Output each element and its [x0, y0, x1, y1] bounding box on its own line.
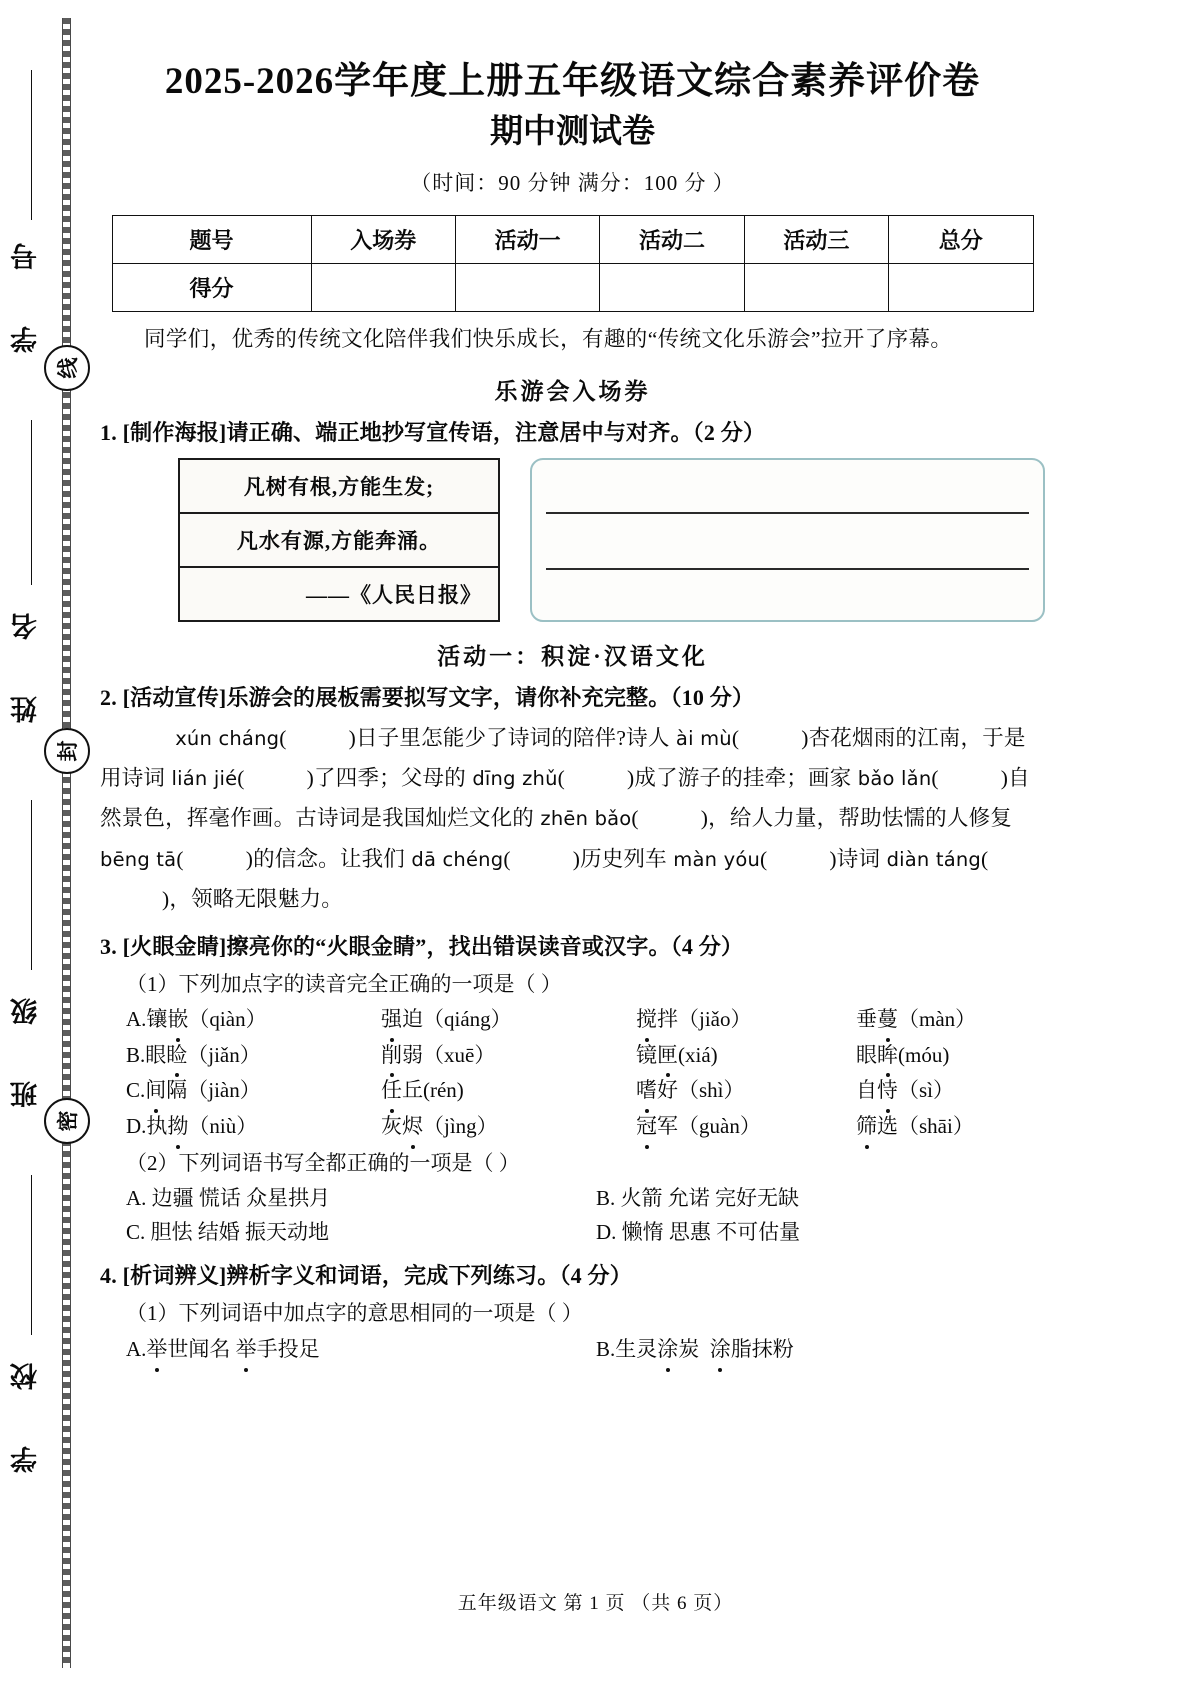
- passage-text: 自然景色，挥毫作画。古诗词是我国灿烂文化的: [100, 765, 1030, 831]
- score-cell-4[interactable]: [744, 264, 888, 312]
- question-1-text: 1. [制作海报]请正确、端正地抄写宣传语，注意居中与对齐。（2 分）: [100, 420, 766, 446]
- handwriting-answer-box[interactable]: [530, 458, 1045, 622]
- pinyin-prompt: diàn táng: [880, 847, 982, 871]
- slogan-box: [178, 458, 500, 622]
- emphasized-char: 嵌: [167, 1003, 188, 1036]
- emphasized-char: 筛: [856, 1110, 877, 1143]
- pinyin: （jiǎo）: [678, 1007, 752, 1032]
- option-item[interactable]: C.间隔（jiàn）: [126, 1074, 381, 1107]
- pinyin: （jiǎn）: [187, 1042, 261, 1067]
- pinyin-prompt: dīng zhǔ: [465, 766, 558, 790]
- option-label: A.: [126, 1007, 147, 1032]
- emphasized-char: 眸: [877, 1039, 898, 1072]
- pinyin: （jìng）: [423, 1113, 498, 1138]
- emphasized-char: 间: [145, 1074, 166, 1107]
- option-item[interactable]: 垂蔓（màn）: [856, 1003, 1056, 1036]
- question-2-passage: [100, 718, 1045, 920]
- pinyin: （niù）: [188, 1113, 258, 1138]
- option-b[interactable]: B. 火箭 允诺 完好无缺: [596, 1186, 800, 1211]
- passage-text: ，给人力量，帮助怯懦的人修复: [708, 806, 1012, 831]
- passage-text: 了四季；父母的: [314, 765, 466, 790]
- emphasized-char: 任: [381, 1074, 402, 1107]
- seal-line-strip: [0, 0, 90, 1684]
- emphasized-char: 搅: [636, 1003, 657, 1036]
- pinyin: (móu): [898, 1042, 950, 1067]
- option-row[interactable]: [100, 1039, 1045, 1072]
- score-header-0: 题号: [112, 216, 311, 264]
- emphasized-char: 冠: [636, 1110, 657, 1143]
- pinyin-prompt: dā chéng: [404, 847, 504, 871]
- answer-blank[interactable]: ( ): [760, 846, 837, 871]
- option-item[interactable]: 强迫（qiáng）: [381, 1003, 636, 1036]
- emphasized-char: 烬: [402, 1110, 423, 1143]
- seal-field-school: 学 校: [11, 1350, 41, 1473]
- option-item[interactable]: 镜匣(xiá): [636, 1039, 856, 1072]
- pinyin: （xuē）: [423, 1042, 496, 1067]
- seal-field-student-id: 学 号: [11, 230, 41, 353]
- score-header-2: 活动一: [455, 216, 599, 264]
- question-4-sub1: （1）下列词语中加点字的意思相同的一项是（ ）: [126, 1301, 583, 1326]
- passage-text: 历史列车: [580, 846, 667, 871]
- question-3-sub2-options: [100, 1181, 1045, 1249]
- pinyin: （jiàn）: [187, 1078, 261, 1103]
- answer-blank[interactable]: ( ): [557, 765, 635, 790]
- pinyin-prompt: bǎo lǎn: [851, 766, 932, 790]
- page-subtitle: 期中测试卷: [490, 114, 655, 151]
- emphasized-char: 强: [381, 1003, 402, 1036]
- pinyin: （qiàn）: [188, 1007, 267, 1032]
- emphasized-char: 举: [146, 1332, 167, 1366]
- answer-blank[interactable]: ( ): [631, 806, 709, 831]
- emphasized-char: 恃: [877, 1074, 898, 1107]
- score-cell-5[interactable]: [889, 264, 1033, 312]
- passage-text: 日子里怎能少了诗词的陪伴?诗人: [355, 725, 670, 750]
- seal-rule-4: [31, 1175, 32, 1335]
- option-item[interactable]: 削弱（xuē）: [381, 1039, 636, 1072]
- pinyin: （sì）: [898, 1078, 955, 1103]
- pinyin-prompt: xún cháng: [156, 726, 280, 750]
- answer-blank[interactable]: ( ): [279, 725, 356, 750]
- pinyin: （màn）: [898, 1007, 977, 1032]
- table-row-scores: [112, 264, 1033, 312]
- emphasized-char: 涂: [710, 1332, 731, 1366]
- seal-badge-xian-icon: 线: [44, 345, 90, 391]
- pinyin-prompt: bēng tā: [100, 847, 177, 871]
- score-cell-2[interactable]: [455, 264, 599, 312]
- score-header-3: 活动二: [600, 216, 744, 264]
- emphasized-char: 睑: [166, 1039, 187, 1072]
- score-table: [112, 215, 1034, 312]
- passage-text: 成了游子的挂牵；画家: [634, 765, 852, 790]
- option-item[interactable]: 眼眸(móu): [856, 1039, 1056, 1072]
- emphasized-char: 蔓: [877, 1003, 898, 1036]
- seal-badge-mi-icon: 密: [44, 1098, 90, 1144]
- option-row[interactable]: [100, 1110, 1045, 1143]
- seal-rule-2: [31, 420, 32, 585]
- question-4-text: 4. [析词辨义]辨析字义和词语，完成下列练习。（4 分）: [100, 1263, 632, 1289]
- slogan-source: ——《人民日报》: [306, 583, 482, 608]
- pinyin-prompt: lián jié: [165, 766, 238, 790]
- emphasized-char: 涂: [657, 1332, 678, 1366]
- pinyin-prompt: zhēn bǎo: [534, 807, 632, 831]
- exam-page: [100, 0, 1045, 1366]
- section-activity1-title: 活动一：积淀·汉语文化: [437, 644, 708, 670]
- option-item[interactable]: 嗜好（shì）: [636, 1074, 856, 1107]
- option-item[interactable]: 冠军（guàn）: [636, 1110, 856, 1143]
- seal-rule-3: [31, 800, 32, 970]
- option-item[interactable]: 自恃（sì）: [856, 1074, 1056, 1107]
- pinyin: （shāi）: [898, 1113, 974, 1138]
- emphasized-char: 举: [236, 1332, 257, 1366]
- emphasized-char: 嗜: [636, 1074, 657, 1107]
- poster-row: [100, 458, 1045, 622]
- question-2-text: 2. [活动宣传]乐游会的展板需要拟写文字，请你补充完整。（10 分）: [100, 685, 755, 711]
- seal-badge-feng-icon: 封: [44, 728, 90, 774]
- page-footer: 五年级语文 第 1 页 （共 6 页）: [457, 1593, 734, 1614]
- question-3-sub2: （2）下列词语书写全都正确的一项是（ ）: [126, 1150, 520, 1175]
- option-a[interactable]: A.举世闻名 举手投足: [126, 1332, 596, 1366]
- score-header-4: 活动三: [744, 216, 888, 264]
- option-item[interactable]: 筛选（shāi）: [856, 1110, 1056, 1143]
- pinyin-prompt: ài mù: [669, 726, 732, 750]
- option-c[interactable]: C. 胆怯 结婚 振天动地: [126, 1220, 330, 1245]
- passage-text: 的信念。让我们: [253, 846, 405, 871]
- question-4-options: [100, 1332, 1045, 1366]
- seal-field-name: 姓 名: [11, 600, 41, 723]
- pinyin: （qiáng）: [423, 1007, 512, 1032]
- option-row[interactable]: [100, 1003, 1045, 1036]
- option-label: B.: [596, 1336, 616, 1361]
- emphasized-char: 削: [381, 1039, 402, 1072]
- passage-text: 诗词: [836, 846, 881, 871]
- answer-blank[interactable]: (): [162, 846, 989, 912]
- option-label: D.: [126, 1113, 147, 1138]
- dashed-seal-line: [62, 18, 71, 1668]
- question-3-options: [100, 1003, 1045, 1142]
- emphasized-char: 匣: [657, 1039, 678, 1072]
- slogan-line-2: 凡水有源,方能奔涌。: [180, 514, 498, 568]
- option-item[interactable]: D.执拗（niù）: [126, 1110, 381, 1143]
- score-header-5: 总分: [889, 216, 1033, 264]
- score-cell-3[interactable]: [600, 264, 744, 312]
- option-item[interactable]: 搅拌（jiǎo）: [636, 1003, 856, 1036]
- table-row-headers: [112, 216, 1033, 264]
- option-item[interactable]: A.镶嵌（qiàn）: [126, 1003, 381, 1036]
- score-header-1: 入场券: [311, 216, 455, 264]
- answer-blank[interactable]: ( ): [731, 725, 809, 750]
- page-title: 2025-2026学年度上册五年级语文综合素养评价卷: [164, 61, 981, 102]
- question-3-text: 3. [火眼金睛]擦亮你的“火眼金睛”，找出错误读音或汉字。（4 分）: [100, 933, 744, 959]
- question-3-sub1: （1）下列加点字的读音完全正确的一项是（ ）: [126, 971, 562, 996]
- score-row-label: 得分: [112, 264, 311, 312]
- option-a[interactable]: A. 边疆 慌话 众星拱月: [126, 1186, 331, 1211]
- intro-paragraph: 同学们，优秀的传统文化陪伴我们快乐成长，有趣的“传统文化乐游会”拉开了序幕。: [144, 327, 953, 352]
- seal-rule-1: [31, 70, 32, 220]
- slogan-line-1: 凡树有根,方能生发;: [180, 460, 498, 514]
- passage-text: 杏花烟雨的江南，于是用诗词: [100, 725, 1026, 790]
- answer-blank[interactable]: ( ): [503, 846, 581, 871]
- option-label: C.: [126, 1078, 146, 1103]
- pinyin: （guàn）: [678, 1113, 761, 1138]
- writing-rule-1: [546, 512, 1029, 514]
- option-d[interactable]: D. 懒惰 思惠 不可估量: [596, 1220, 801, 1245]
- writing-rule-2: [546, 568, 1029, 570]
- exam-meta: （时间：90 分钟 满分：100 分 ）: [410, 171, 735, 196]
- option-item[interactable]: B.眼睑（jiǎn）: [126, 1039, 381, 1072]
- option-label: A.: [126, 1336, 147, 1361]
- option-label: B.: [126, 1042, 146, 1067]
- option-item[interactable]: 灰烬（jìng）: [381, 1110, 636, 1143]
- option-item[interactable]: 任丘(rén): [381, 1074, 636, 1107]
- section-ticket-title: 乐游会入场券: [494, 379, 651, 405]
- emphasized-char: 拗: [167, 1110, 188, 1143]
- answer-blank[interactable]: ( ): [931, 765, 1009, 790]
- seal-field-class: 班 级: [11, 985, 41, 1108]
- passage-text: ，领略无限魅力。: [169, 887, 343, 912]
- answer-blank[interactable]: ( ): [176, 846, 254, 871]
- pinyin: (xiá): [678, 1042, 718, 1067]
- score-cell-1[interactable]: [311, 264, 455, 312]
- pinyin-prompt: màn yóu: [666, 847, 761, 871]
- pinyin: （shì）: [678, 1078, 745, 1103]
- pinyin: (rén): [423, 1078, 464, 1103]
- answer-blank[interactable]: ( ): [237, 765, 315, 790]
- option-row[interactable]: [100, 1074, 1045, 1107]
- option-b[interactable]: B.生灵涂炭 涂脂抹粉: [596, 1332, 1045, 1366]
